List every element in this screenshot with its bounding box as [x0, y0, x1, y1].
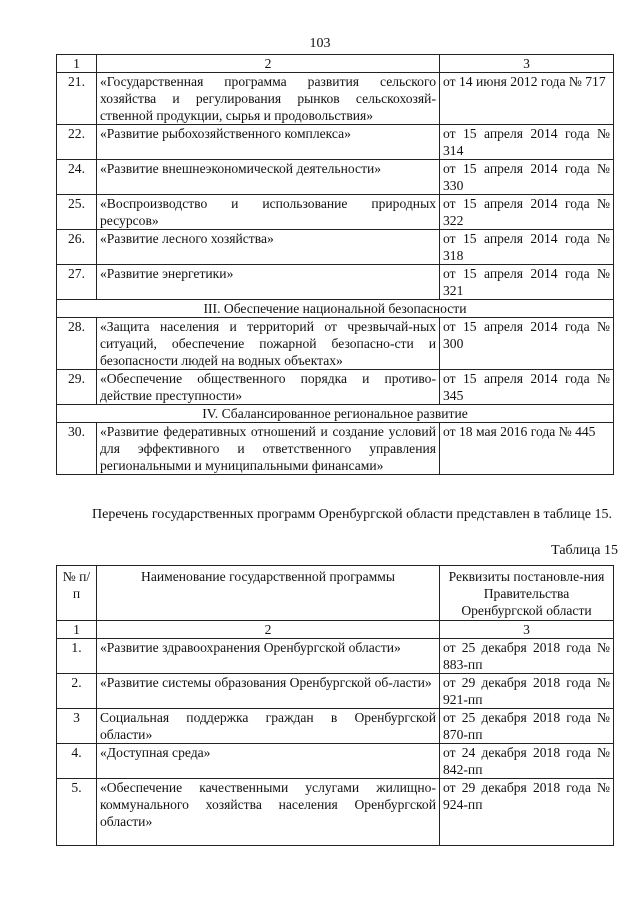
- program-requisites: от 15 апреля 2014 года № 322: [440, 195, 614, 230]
- col-number: 1: [57, 621, 97, 639]
- program-requisites: от 29 декабря 2018 года № 921-пп: [440, 674, 614, 709]
- program-requisites: от 14 июня 2012 года № 717: [440, 73, 614, 125]
- row-number: 27.: [57, 265, 97, 300]
- programs-table-continued: [56, 54, 614, 475]
- section-title: III. Обеспечение национальной безопасности: [57, 300, 614, 318]
- col-number: 3: [440, 621, 614, 639]
- table-row: [57, 674, 614, 709]
- program-name: Социальная поддержка граждан в Оренбургской области»: [97, 709, 440, 744]
- header-row: [57, 566, 614, 621]
- program-requisites: от 15 апреля 2014 года № 300: [440, 318, 614, 370]
- program-requisites: от 15 апреля 2014 года № 318: [440, 230, 614, 265]
- program-name: «Развитие внешнеэкономической деятельности»: [97, 160, 440, 195]
- program-name: «Развитие системы образования Оренбургской об-ласти»: [97, 674, 440, 709]
- program-requisites: от 18 мая 2016 года № 445: [440, 423, 614, 475]
- program-name: «Развитие лесного хозяйства»: [97, 230, 440, 265]
- table-row: [57, 160, 614, 195]
- col-number: 2: [97, 55, 440, 73]
- row-number: 29.: [57, 370, 97, 405]
- row-number: 3: [57, 709, 97, 744]
- column-number-row: [57, 55, 614, 73]
- col-number: 1: [57, 55, 97, 73]
- row-number: 24.: [57, 160, 97, 195]
- program-name: «Воспроизводство и использование природных ресурсов»: [97, 195, 440, 230]
- column-number-row: [57, 621, 614, 639]
- col-number: 2: [97, 621, 440, 639]
- row-number: 1.: [57, 639, 97, 674]
- program-name: «Доступная среда»: [97, 744, 440, 779]
- table-row: [57, 195, 614, 230]
- program-name: «Государственная программа развития сельского хозяйства и регулирования рынков сельскохозяй-ственной продукции, сырья и продовольствия»: [97, 73, 440, 125]
- section-row: [57, 300, 614, 318]
- program-name: «Развитие рыбохозяйственного комплекса»: [97, 125, 440, 160]
- program-name: «Развитие энергетики»: [97, 265, 440, 300]
- header-name: Наименование государственной программы: [97, 566, 440, 621]
- program-requisites: от 15 апреля 2014 года № 321: [440, 265, 614, 300]
- intro-paragraph: Перечень государственных программ Оренбургской области представлен в таблице 15.: [92, 507, 612, 522]
- table-row: [57, 73, 614, 125]
- program-requisites: от 25 декабря 2018 года № 870-пп: [440, 709, 614, 744]
- orenburg-programs-table: [56, 565, 614, 846]
- table-row: [57, 230, 614, 265]
- table-row: [57, 370, 614, 405]
- program-requisites: от 24 декабря 2018 года № 842-пп: [440, 744, 614, 779]
- row-number: 28.: [57, 318, 97, 370]
- header-num: № п/п: [57, 566, 97, 621]
- table-caption: Таблица 15: [551, 543, 618, 558]
- table-row: [57, 779, 614, 846]
- row-number: 25.: [57, 195, 97, 230]
- row-number: 30.: [57, 423, 97, 475]
- program-requisites: от 15 апреля 2014 года № 314: [440, 125, 614, 160]
- program-name: «Развитие здравоохранения Оренбургской области»: [97, 639, 440, 674]
- program-name: «Обеспечение общественного порядка и противо-действие преступности»: [97, 370, 440, 405]
- row-number: 26.: [57, 230, 97, 265]
- program-requisites: от 29 декабря 2018 года № 924-пп: [440, 779, 614, 846]
- program-requisites: от 25 декабря 2018 года № 883-пп: [440, 639, 614, 674]
- row-number: 4.: [57, 744, 97, 779]
- section-row: [57, 405, 614, 423]
- program-name: «Развитие федеративных отношений и создание условий для эффективного и ответственного управления региональными и муниципальными финансами»: [97, 423, 440, 475]
- section-title: IV. Сбалансированное региональное развитие: [57, 405, 614, 423]
- table-row: [57, 423, 614, 475]
- program-requisites: от 15 апреля 2014 года № 330: [440, 160, 614, 195]
- program-name: «Защита населения и территорий от чрезвычай-ных ситуаций, обеспечение пожарной безопасно-сти и безопасности людей на водных объектах»: [97, 318, 440, 370]
- row-number: 2.: [57, 674, 97, 709]
- program-name: «Обеспечение качественными услугами жилищно-коммунального хозяйства населения Оренбургской области»: [97, 779, 440, 846]
- row-number: 22.: [57, 125, 97, 160]
- header-requisites: Реквизиты постановле-ния Правительства Оренбургской области: [440, 566, 614, 621]
- table-row: [57, 265, 614, 300]
- col-number: 3: [440, 55, 614, 73]
- table-row: [57, 125, 614, 160]
- table-row: [57, 709, 614, 744]
- row-number: 21.: [57, 73, 97, 125]
- table-row: [57, 318, 614, 370]
- page-number: 103: [309, 36, 331, 51]
- table-row: [57, 639, 614, 674]
- row-number: 5.: [57, 779, 97, 846]
- table-row: [57, 744, 614, 779]
- program-requisites: от 15 апреля 2014 года № 345: [440, 370, 614, 405]
